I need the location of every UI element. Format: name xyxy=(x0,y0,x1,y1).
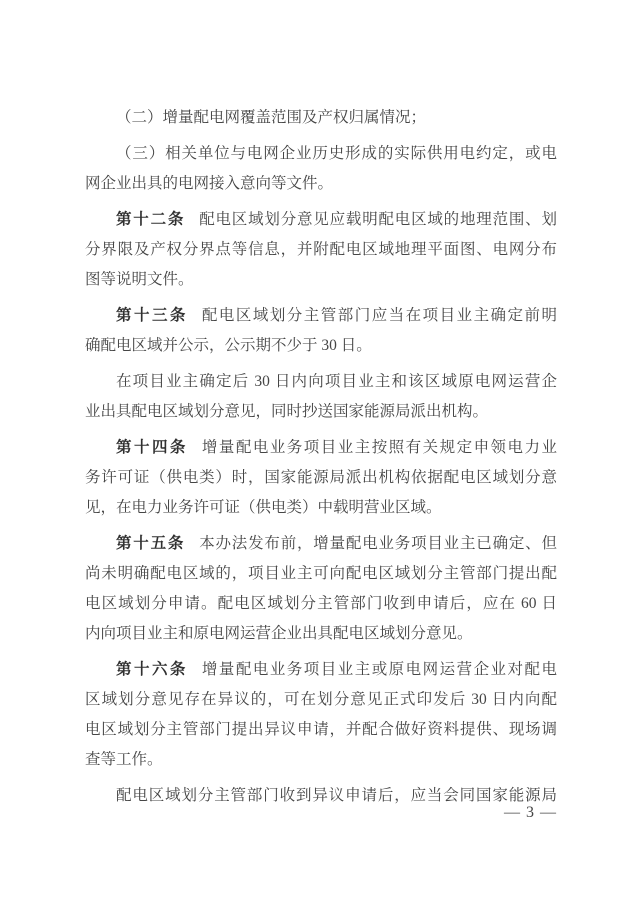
text-line: 查等工作。 xyxy=(85,751,163,768)
text-line: 确配电区域并公示，公示期不少于 30 日。 xyxy=(85,337,372,354)
text-line: 电区域划分申请。配电区域划分主管部门收到申请后，应在 60 日 xyxy=(85,595,557,612)
text-line: 尚未明确配电区域的，项目业主可向配电区域划分主管部门提出配 xyxy=(85,565,557,582)
paragraph xyxy=(85,103,557,133)
paragraph xyxy=(85,139,557,199)
document-body xyxy=(85,103,557,811)
article-number: 第十四条 xyxy=(116,439,188,456)
article-number: 第十六条 xyxy=(116,661,188,678)
text-line: 内向项目业主和原电网运营企业出具配电区域划分意见。 xyxy=(85,625,473,642)
article-heading-line: 第十三条 配电区域划分主管部门应当在项目业主确定前明 xyxy=(116,307,557,324)
text-line: 区域划分意见存在异议的，可在划分意见正式印发后 30 日内向配 xyxy=(85,691,557,708)
article-heading-line: 第十六条 增量配电业务项目业主或原电网运营企业对配电 xyxy=(116,661,557,678)
article-number: 第十二条 xyxy=(116,211,186,228)
page-number: — 3 — xyxy=(504,804,557,821)
text-line: 电区域划分主管部门提出异议申请，并配合做好资料提供、现场调 xyxy=(85,721,557,738)
paragraph xyxy=(85,367,557,427)
paragraph xyxy=(85,529,557,649)
text-line: 图等说明文件。 xyxy=(85,271,194,288)
text-line: 网企业出具的电网接入意向等文件。 xyxy=(85,175,334,192)
paragraph xyxy=(85,655,557,775)
text-line: （三）相关单位与电网企业历史形成的实际供用电约定，或电 xyxy=(116,145,557,162)
text-line: 见，在电力业务许可证（供电类）中载明营业区域。 xyxy=(85,499,442,516)
text-line: 业出具配电区域划分意见，同时抄送国家能源局派出机构。 xyxy=(85,403,489,420)
article-heading-line: 第十五条 本办法发布前，增量配电业务项目业主已确定、但 xyxy=(116,535,557,552)
paragraph xyxy=(85,205,557,295)
article-heading-line: 第十四条 增量配电业务项目业主按照有关规定申领电力业 xyxy=(116,439,557,456)
article-number: 第十三条 xyxy=(116,307,188,324)
paragraph xyxy=(85,433,557,523)
text-line: 分界限及产权分界点等信息，并附配电区域地理平面图、电网分布 xyxy=(85,241,557,258)
text-line: 配电区域划分主管部门收到异议申请后，应当会同国家能源局 xyxy=(116,787,557,804)
text-line: 在项目业主确定后 30 日内向项目业主和该区域原电网运营企 xyxy=(116,373,557,390)
text-line: （二）增量配电网覆盖范围及产权归属情况； xyxy=(116,109,427,126)
paragraph xyxy=(85,301,557,361)
article-number: 第十五条 xyxy=(116,535,186,552)
article-heading-line: 第十二条 配电区域划分意见应载明配电区域的地理范围、划 xyxy=(116,211,557,228)
text-line: 务许可证（供电类）时，国家能源局派出机构依据配电区域划分意 xyxy=(85,469,557,486)
